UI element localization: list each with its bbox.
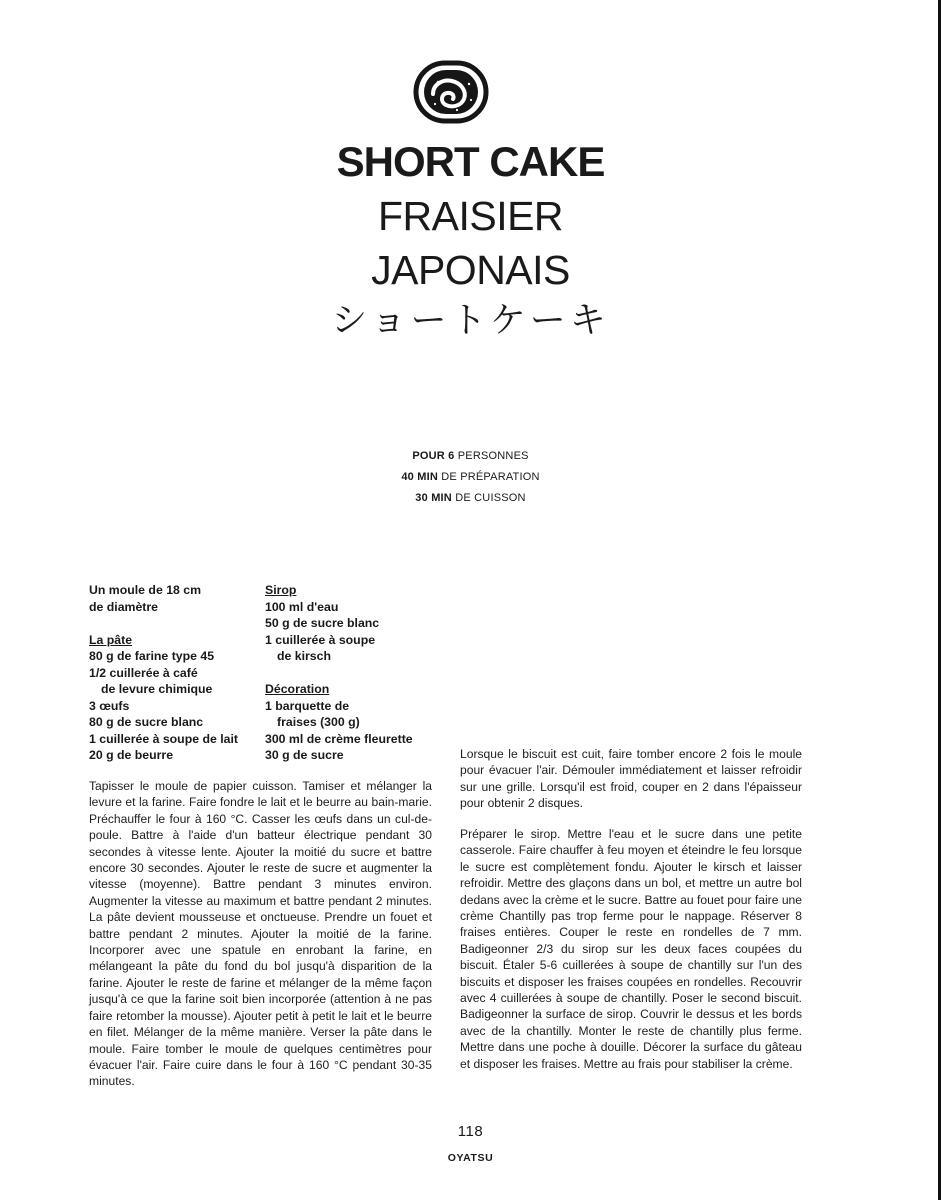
ingredient-item: de kirsch [277,649,331,663]
ingredient-item: de levure chimique [101,682,213,696]
pate-ingredient-list [89,648,259,764]
recipe-japanese-title: ショートケーキ [331,300,610,341]
roll-cake-icon [413,60,489,124]
ingredient-item: fraises (300 g) [277,715,360,729]
instructions-paragraph-3: Préparer le sirop. Mettre l'eau et le sucre dans une petite casserole. Faire chauffer à feu moyen et éteindre le feu lorsque le sucre est complètement fondu. Ajouter le kirsch et laisser refroidir. Mettre des glaçons dans un bol, et mettre un autre bol dedans avec la crème et le sucre. Battre au fouet pour faire une crème Chantilly pas trop ferme pour le nappage. Réserver 8 fraises entières. Couper le reste en rondelles de 7 mm. Badigeonner 2/3 du sirop sur les deux faces coupées du biscuit. Étaler 5-6 cuillerées à soupe de chantilly sur l'un des biscuits et disposer les fraises coupées en rondelles. Recouvrir avec 4 cuillerées à soupe de chantilly. Poser le second biscuit. Badigeonner la surface de sirop. Couvrir le dessus et les bords avec de la chantilly. Monter le reste de chantilly plus ferme. Mettre dans une poche à douille. Décorer la surface du gâteau et disposer les fraises. Mettre au frais pour stabiliser la crème. [460,827,802,1071]
recipe-title: SHORT CAKE [336,138,605,185]
ingredient-item: 1 barquette de [265,698,350,713]
servings: POUR 6 PERSONNES [412,450,529,462]
recipe-meta [0,446,941,509]
mould-line: de diamètre [89,599,159,614]
ingredient-item: 30 g de sucre [265,748,344,762]
decoration-heading: Décoration [265,682,330,696]
ingredient-item: 80 g de sucre blanc [89,715,204,729]
ingredient-item: 20 g de beurre [89,748,174,762]
sirop-ingredient-list [265,599,445,665]
ingredient-item: 1 cuillerée à soupe [265,632,376,647]
instructions-paragraph-1: Tapisser le moule de papier cuisson. Tamiser et mélanger la levure et la farine. Faire fondre le lait et le beurre au bain-marie. Préchauffer le four à 160 °C. Casser les œufs dans un cul-de-poule. Battre à l'aide d'un batteur électrique pendant 30 secondes à vitesse lente. Ajouter la moitié du sucre et battre encore 30 secondes. Ajouter le reste de sucre et augmenter la vitesse (moyenne). Battre pendant 3 minutes environ. Augmenter la vitesse au maximum et battre pendant 2 minutes. La pâte devient mousseuse et onctueuse. Prendre un fouet et battre pendant 2 minutes. Ajouter la moitié de la farine. Incorporer avec une spatule en enrobant la farine, en mélangeant la pâte du fond du bol jusqu'à disparition de la farine. Ajouter le reste de farine et mélanger de la même façon jusqu'à ce que la farine soit bien incorporée (attention à ne pas faire retomber la mousse). Ajouter petit à petit le lait et le beurre en filet. Mélanger de la même manière. Verser la pâte dans le moule. Faire tomber le moule de quelques centimètres pour évacuer l'air. Faire cuire dans le four à 160 °C pendant 30-35 minutes. [89,779,432,1089]
pate-heading: La pâte [89,632,133,647]
recipe-subtitle-line1: FRAISIER [377,193,564,239]
ingredients-right-column [265,582,445,764]
ingredient-item: 3 œufs [89,698,130,713]
ingredient-item: 100 ml d'eau [265,599,339,614]
recipe-subtitle-line2: JAPONAIS [371,247,570,293]
mould-line: Un moule de 18 cm [89,583,202,597]
cook-time: 30 MIN DE CUISSON [415,492,526,504]
ingredients-left-column [89,582,259,764]
page-number: 118 [457,1123,484,1140]
ingredient-item: 1 cuillerée à soupe de lait [89,731,238,746]
sirop-heading: Sirop [265,583,297,597]
ingredient-item: 50 g de sucre blanc [265,616,380,630]
footer-book-title: OYATSU [447,1152,494,1164]
instructions-paragraph-2: Lorsque le biscuit est cuit, faire tomber encore 2 fois le moule pour évacuer l'air. Démouler immédiatement et laisser refroidir sur une grille. Lorsqu'il est froid, couper en 2 dans l'épaisseur pour obtenir 2 disques. [460,747,802,811]
ingredient-item: 80 g de farine type 45 [89,649,215,663]
ingredient-item: 1/2 cuillerée à café [89,665,198,680]
ingredient-item: 300 ml de crème fleurette [265,731,413,746]
prep-time: 40 MIN DE PRÉPARATION [401,471,540,483]
decoration-ingredient-list [265,698,445,764]
